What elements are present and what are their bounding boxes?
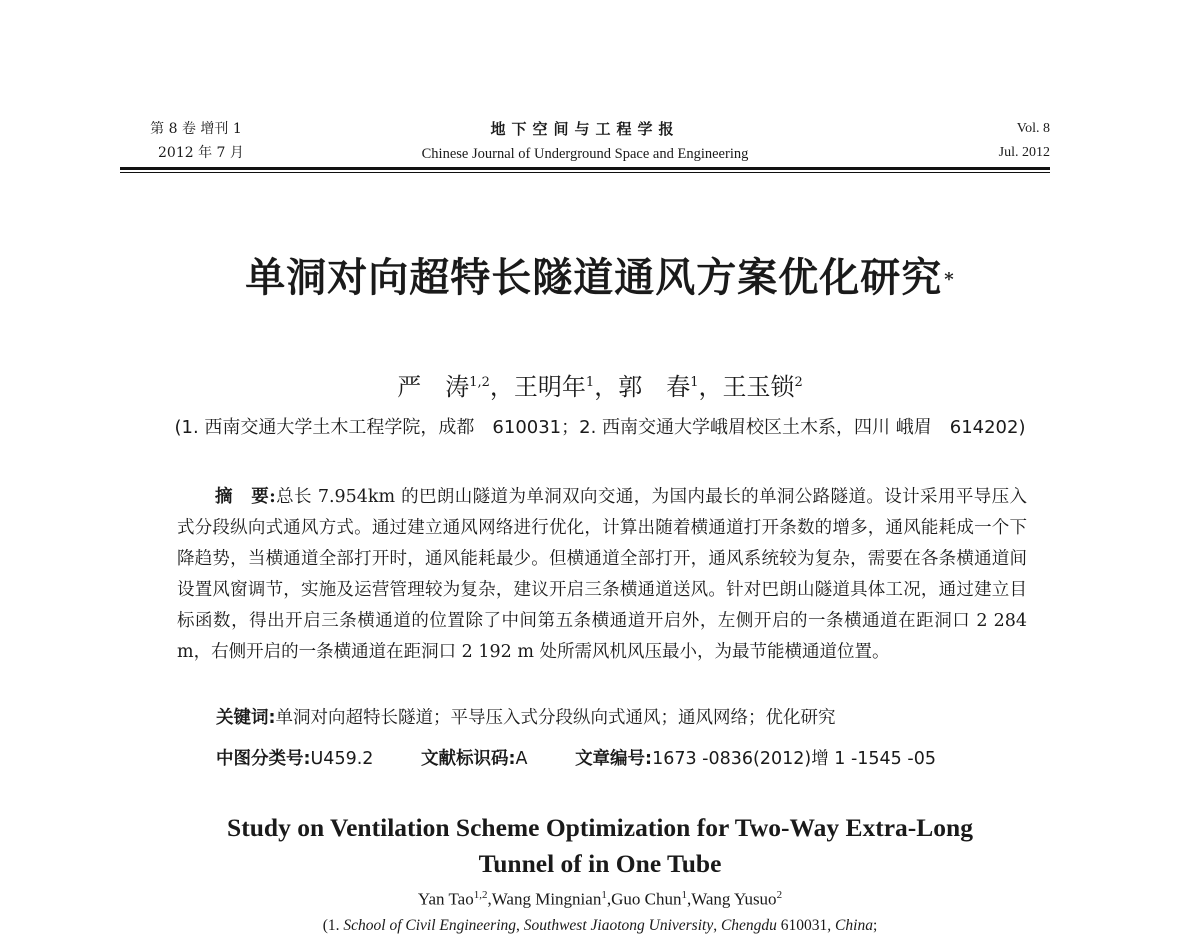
english-author-sep: , [686, 889, 692, 909]
english-author-name: Guo Chun [611, 889, 682, 909]
keywords-text: 单洞对向超特长隧道；平导压入式分段纵向式通风；通风网络；优化研究 [275, 708, 836, 728]
author-name: 郭 春 [618, 373, 691, 401]
english-title [0, 810, 1200, 882]
header-volume-en: Vol. 8 [1016, 121, 1050, 136]
header-volume-cn: 第 8 卷 增刊 1 [150, 121, 242, 137]
title-footnote-mark: * [944, 269, 955, 290]
english-affil-univ: Southwest Jiaotong University [523, 917, 714, 934]
english-author-sup: 1,2 [473, 889, 488, 901]
article-number [575, 745, 936, 773]
clc-label: 中图分类号: [216, 749, 311, 769]
header-date-cn: 2012 年 7 月 [158, 145, 244, 161]
doc-code-label: 文献标识码: [421, 749, 516, 769]
article-number-label: 文章编号: [575, 749, 653, 769]
article-number-value: 1673 -0836(2012)增 1 -1545 -05 [652, 749, 936, 769]
english-author-name: Wang Mingnian [491, 889, 602, 909]
english-affil-country: China [835, 917, 873, 934]
english-affil-zip: 610031, [776, 917, 836, 934]
english-author-list [0, 882, 1200, 913]
classification-line [216, 745, 1056, 773]
affiliation-cn: (1. 西南交通大学土木工程学院，成都 610031；2. 西南交通大学峨眉校区土木系，四川 峨眉 614202) [174, 417, 1026, 438]
header-center [120, 117, 1050, 166]
abstract-label-a: 摘 [215, 487, 233, 507]
abstract [177, 482, 1027, 668]
paper-title-text: 单洞对向超特长隧道通风方案优化研究 [245, 254, 943, 301]
author-affil-sup: 1,2 [469, 375, 490, 390]
english-affil-sep: , [713, 917, 721, 934]
english-author-sup: 1 [601, 889, 607, 901]
english-affil-school: School of Civil Engineering [343, 917, 517, 934]
english-affil-city: Chengdu [720, 917, 777, 934]
abstract-text: 总长 7.954km 的巴朗山隧道为单洞双向交通，为国内最长的单洞公路隧道。设计采用平导压入式分段纵向式通风方式。通过建立通风网络进行优化，计算出随着横通道打开条数的增多，通风能耗成一个下降趋势，当横通道全部打开时，通风能耗最少。但横通道全部打开，通风系统较为复杂，需要在各条横通道间设置风窗调节，实施及运营管理较为复杂，建议开启三条横通道送风。针对巴朗山隧道具体工况，通过建立目标函数，得出开启三条横通道的位置除了中间第五条横通道开启外，左侧开启的一条横通道在距洞口 2 284 m，右侧开启的一条横通道在距洞口 2 192 m 处所需风机风压最小，为最节能横通道位置。 [177, 487, 1028, 662]
author-list [0, 366, 1200, 404]
doc-code-value: A [515, 749, 528, 769]
author-affil-sup: 2 [794, 375, 803, 390]
keywords-label: 关键词: [216, 708, 276, 728]
author-separator: ， [698, 373, 723, 401]
author-affil-sup: 1 [690, 375, 699, 390]
abstract-label-b: 要 [250, 487, 270, 507]
abstract-colon: : [269, 487, 276, 507]
doc-code [421, 745, 527, 773]
english-author-sep: , [487, 889, 492, 909]
header-rule-thin [120, 172, 1050, 173]
keywords [216, 704, 1036, 732]
author-name: 王明年 [513, 373, 586, 401]
english-author-sup: 2 [776, 889, 783, 901]
english-affiliation [0, 914, 1200, 938]
author-separator: ， [594, 373, 619, 401]
header-date-en: Jul. 2012 [998, 145, 1050, 160]
author-name: 严 涛 [397, 373, 470, 401]
english-affil-prefix: (1. [322, 917, 344, 934]
english-author-sup: 1 [681, 889, 687, 901]
journal-name-cn: 地下空间与工程学报 [490, 120, 680, 138]
english-affil-sep: , [516, 917, 524, 934]
clc-number [216, 745, 373, 773]
english-affil-end: ; [872, 917, 878, 934]
running-header [120, 117, 1050, 165]
header-rule-thick [120, 167, 1050, 170]
english-title-line1: Study on Ventilation Scheme Optimization for Two-Way Extra-Long [227, 813, 973, 842]
author-separator: ， [489, 373, 514, 401]
clc-value: U459.2 [310, 749, 374, 769]
abstract-label [215, 487, 269, 507]
author-name: 王玉锁 [722, 373, 795, 401]
english-author-name: Wang Yusuo [691, 889, 777, 909]
author-affil-sup: 1 [585, 375, 595, 390]
english-title-line2: Tunnel of in One Tube [478, 849, 722, 878]
journal-name-en: Chinese Journal of Underground Space and Engineering [421, 146, 749, 162]
english-author-name: Yan Tao [417, 889, 474, 909]
paper-title [0, 250, 1200, 306]
header-right [999, 117, 1050, 165]
english-author-sep: , [606, 889, 612, 909]
